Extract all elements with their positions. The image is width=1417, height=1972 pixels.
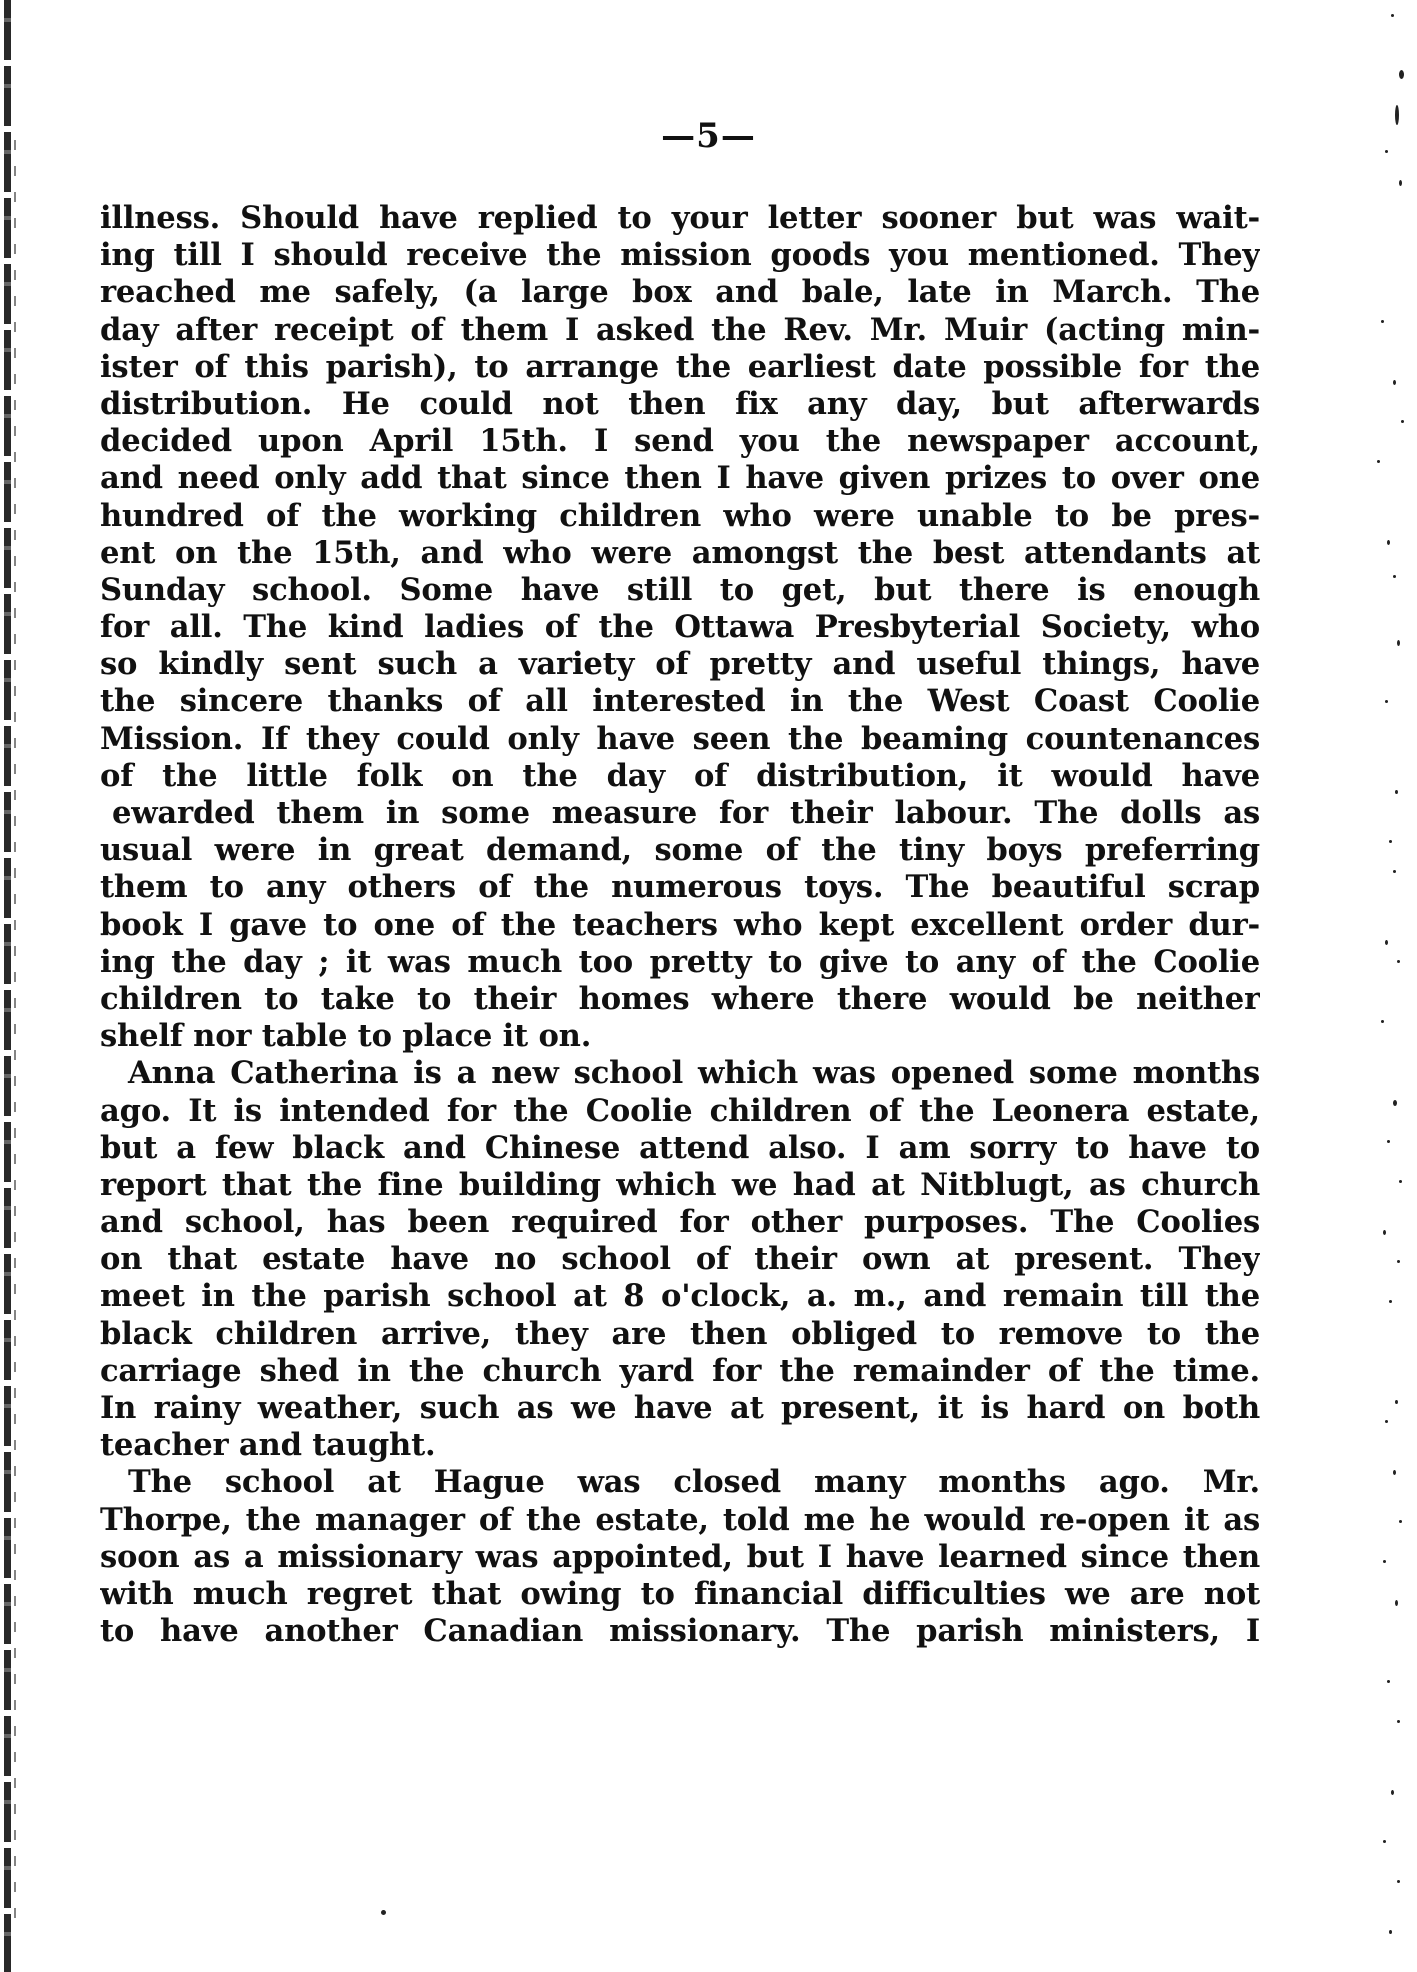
paragraph-start-line: Anna Catherina is a new school which was opened some months — [128, 1055, 1260, 1092]
text-line: In rainy weather, such as we have at present, it is hard on both — [100, 1390, 1260, 1426]
text-line: illness. Should have replied to your letter sooner but was wait- — [100, 200, 1260, 236]
text-line: ent on the 15th, and who were amongst the best attendants at — [100, 534, 1260, 571]
text-line: the sincere thanks of all interested in the West Coast Coolie — [100, 683, 1260, 720]
text-line: and school, has been required for other purposes. The Coolies — [100, 1204, 1260, 1241]
text-line: ing till I should receive the mission goods you mentioned. They — [100, 237, 1260, 274]
text-line: decided upon April 15th. I send you the newspaper account, — [100, 423, 1260, 460]
text-line: on that estate have no school of their own at present. They — [100, 1241, 1260, 1278]
binding-edge-shadow — [14, 140, 16, 1920]
page-edge-specks — [1371, 0, 1411, 1972]
binding-edge — [4, 0, 11, 1972]
text-line: report that the fine building which we had at Nitblugt, as church — [100, 1166, 1260, 1203]
text-line: ago. It is intended for the Coolie children of the Leonera estate, — [100, 1092, 1260, 1129]
text-line: so kindly sent such a variety of pretty and useful things, have — [100, 646, 1260, 683]
text-line: usual were in great demand, some of the tiny boys preferring — [100, 832, 1260, 869]
text-line: ewarded them in some measure for their labour. The dolls as — [112, 795, 1260, 831]
body-text — [100, 200, 1260, 1650]
page-number: —5— — [661, 116, 756, 156]
text-line: them to any others of the numerous toys. The beautiful scrap — [100, 869, 1260, 906]
text-line: with much regret that owing to financial difficulties we are not — [100, 1575, 1260, 1612]
text-line: book I gave to one of the teachers who kept excellent order dur- — [100, 906, 1260, 943]
text-line: carriage shed in the church yard for the remainder of the time. — [100, 1352, 1260, 1389]
stray-ink-dot — [381, 1910, 386, 1915]
text-line: Sunday school. Some have still to get, but there is enough — [100, 571, 1260, 608]
text-line: teacher and taught. — [100, 1427, 436, 1464]
text-line: of the little folk on the day of distribution, it would have — [100, 757, 1260, 794]
text-line: distribution. He could not then fix any day, but afterwards — [100, 385, 1260, 422]
text-line: for all. The kind ladies of the Ottawa Presbyterial Society, who — [100, 609, 1260, 646]
text-line: to have another Canadian missionary. The parish ministers, I — [100, 1613, 1260, 1650]
text-line: children to take to their homes where there would be neither — [100, 980, 1260, 1017]
text-line: hundred of the working children who were unable to be pres- — [100, 497, 1260, 534]
text-line: soon as a missionary was appointed, but I have learned since then — [100, 1538, 1260, 1575]
text-line: ing the day ; it was much too pretty to give to any of the Coolie — [100, 943, 1260, 980]
text-line: day after receipt of them I asked the Rev. Mr. Muir (acting min- — [100, 311, 1260, 348]
text-line: ister of this parish), to arrange the earliest date possible for the — [100, 348, 1260, 385]
text-line: but a few black and Chinese attend also. I am sorry to have to — [100, 1129, 1260, 1166]
text-line: black children arrive, they are then obliged to remove to the — [100, 1315, 1260, 1352]
text-line: and need only add that since then I have given prizes to over one — [100, 460, 1260, 497]
text-line: Thorpe, the manager of the estate, told me he would re-open it as — [100, 1501, 1260, 1538]
text-line: shelf nor table to place it on. — [100, 1018, 592, 1055]
text-line: reached me safely, (a large box and bale, late in March. The — [100, 274, 1260, 311]
text-line: meet in the parish school at 8 o'clock, a. m., and remain till the — [100, 1278, 1260, 1315]
text-line: Mission. If they could only have seen the beaming countenances — [100, 720, 1260, 757]
paragraph-start-line: The school at Hague was closed many months ago. Mr. — [128, 1464, 1260, 1501]
